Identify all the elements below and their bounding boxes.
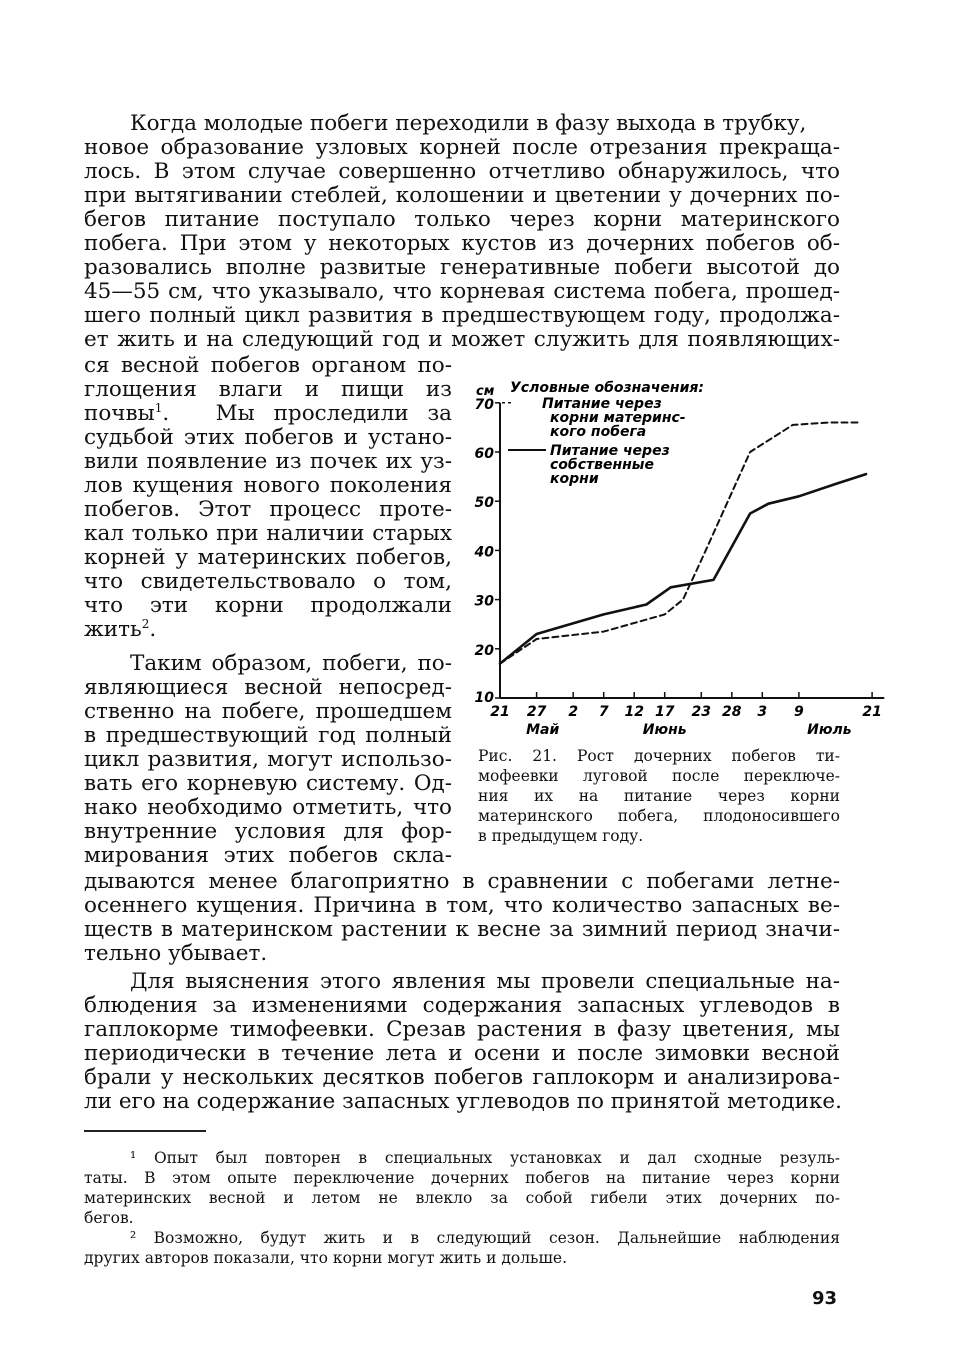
text-line: лов кущения нового поколения xyxy=(84,473,452,498)
page-number: 93 xyxy=(812,1288,838,1309)
footnote-line: других авторов показали, что корни могут жить и дольше. xyxy=(84,1249,568,1267)
month-label: Июль xyxy=(807,722,852,738)
caption-line: мофеевки луговой после переключе- xyxy=(478,767,840,785)
text-line xyxy=(84,402,452,426)
chart-legend xyxy=(502,380,704,487)
y-tick-label: 70 xyxy=(474,396,494,413)
legend-label: кого побега xyxy=(550,423,647,440)
x-tick-label: 17 xyxy=(654,704,675,720)
y-tick-label: 20 xyxy=(474,642,494,659)
word: . xyxy=(162,401,170,426)
text-line: в предшествующий год полный xyxy=(84,723,452,748)
text-line: тельно убывает. xyxy=(84,941,268,966)
text-line: осеннего кущения. Причина в том, что количество запасных ве- xyxy=(84,893,840,918)
legend-label: собственные xyxy=(550,457,654,473)
footnote-line: бегов. xyxy=(84,1209,134,1227)
text-line: периодически в течение лета и осени и после зимовки весной xyxy=(84,1041,840,1066)
x-tick-label: 12 xyxy=(624,704,644,720)
text-line: Когда молодые побеги переходили в фазу выхода в трубку, xyxy=(130,111,807,136)
text-line: Для выяснения этого явления мы провели специальные на- xyxy=(130,969,840,994)
legend-label: корни материнс- xyxy=(550,409,686,426)
text-line: ществ в материнском растении к весне за зимний период значи- xyxy=(84,917,840,942)
legend-title: Условные обозначения: xyxy=(510,380,704,396)
footnote-mark: 1 xyxy=(154,401,163,415)
text-line: ет жить и на следующий год и может служить для появляющих- xyxy=(84,327,840,352)
y-axis-unit: см xyxy=(476,383,495,399)
text-line xyxy=(84,618,452,642)
chart-axes xyxy=(474,384,885,738)
text-line: бегов питание поступало только через корни материнского xyxy=(84,207,840,232)
text-line: корней у материнских побегов, xyxy=(84,545,452,570)
caption-line: Рис. 21. Рост дочерних побегов ти- xyxy=(478,747,840,765)
x-tick-label: 9 xyxy=(794,704,804,720)
footnote-mark: 2 xyxy=(141,617,150,631)
text-line: гаплокорме тимофеевки. Срезав растения в фазу цветения, мы xyxy=(84,1017,840,1042)
legend-label: Питание через xyxy=(550,443,670,459)
caption-line: материнского побега, плодоносившего xyxy=(478,807,840,825)
word: почвы xyxy=(84,401,155,426)
text-line: являющиеся весной непосред- xyxy=(84,675,452,700)
text-line: побегов. Этот процесс проте- xyxy=(84,497,452,522)
text-line: цикл развития, могут использо- xyxy=(84,747,452,772)
text-line: кал только при наличии старых xyxy=(84,521,452,546)
x-tick-label: 21 xyxy=(862,704,882,720)
text-line: при вытягивании стеблей, колошении и цветении у дочерних по- xyxy=(84,183,840,208)
footnote-1 xyxy=(84,1148,840,1228)
y-tick-label: 30 xyxy=(474,593,494,610)
x-tick-label: 2 xyxy=(568,704,579,720)
text-line: судьбой этих побегов и устано- xyxy=(84,425,452,450)
text-line: шего полный цикл развития в предшествующем году, продолжа- xyxy=(84,303,840,328)
text-line: новое образование узловых корней после отрезания прекраща- xyxy=(84,135,840,160)
text-line: ли его на содержание запасных углеводов по принятой методике. xyxy=(84,1089,842,1114)
word: жить xyxy=(84,617,142,642)
text-fragment xyxy=(84,402,169,426)
text-line: что эти корни продолжали xyxy=(84,593,452,618)
text-fragment: Мы проследили за xyxy=(215,401,452,426)
footnote-line: ¹ Опыт был повторен в специальных установках и дал сходные резуль- xyxy=(130,1149,840,1167)
caption-line: ния их на питание через корни xyxy=(478,787,840,805)
text-line: брали у нескольких десятков побегов гаплокорм и анализирова- xyxy=(84,1065,840,1090)
x-tick-label: 7 xyxy=(598,704,609,720)
text-line: побега. При этом у некоторых кустов из дочерних побегов об- xyxy=(84,231,840,256)
footnote-line: ² Возможно, будут жить и в следующий сезон. Дальнейшие наблюдения xyxy=(130,1229,840,1247)
month-label: Июнь xyxy=(642,722,687,738)
x-tick-label: 3 xyxy=(757,704,768,720)
x-tick-label: 27 xyxy=(526,704,547,720)
text-line: внутренние условия для фор- xyxy=(84,819,452,844)
text-line: вать его корневую систему. Од- xyxy=(84,771,452,796)
caption-text xyxy=(478,746,840,846)
legend-label: Питание через xyxy=(542,395,662,412)
text-line: ся весной побегов органом по- xyxy=(84,353,452,378)
text-line: вили появление из почек их уз- xyxy=(84,449,452,474)
x-tick-label: 21 xyxy=(490,704,510,720)
legend-label: корни xyxy=(550,471,599,487)
y-tick-label: 60 xyxy=(474,446,494,462)
growth-chart xyxy=(460,372,882,744)
footnote-line: материнских весной и летом не влекло за собой гибели этих дочерних по- xyxy=(84,1189,840,1207)
footnote-rule xyxy=(84,1130,206,1132)
caption-line: в предыдущем году. xyxy=(478,827,644,845)
month-label: Май xyxy=(526,722,560,738)
text-line: Таким образом, побеги, по- xyxy=(130,651,452,676)
series-line-own-roots xyxy=(500,474,866,663)
word: . xyxy=(149,617,157,642)
x-tick-label: 23 xyxy=(691,704,712,720)
text-line: лось. В этом случае совершенно отчетливо обнаружилось, что xyxy=(84,159,840,184)
text-line: 45—55 см, что указывало, что корневая система побега, прошед- xyxy=(84,279,840,304)
footnote-2 xyxy=(84,1228,840,1268)
text-line: ственно на побеге, прошедшем xyxy=(84,699,452,724)
text-line: нако необходимо отметить, что xyxy=(84,795,452,820)
y-tick-label: 50 xyxy=(474,495,494,512)
y-tick-label: 10 xyxy=(474,690,494,706)
text-line: мирования этих побегов скла- xyxy=(84,843,452,868)
text-line: что свидетельствовало о том, xyxy=(84,569,452,594)
y-tick-label: 40 xyxy=(474,544,494,561)
footnote-line: таты. В этом опыте переключение дочерних побегов на питание через корни xyxy=(84,1169,840,1187)
text-line: дываются менее благоприятно в сравнении с побегами летне- xyxy=(84,869,840,894)
text-line: блюдения за изменениями содержания запасных углеводов в xyxy=(84,993,840,1018)
text-line: глощения влаги и пищи из xyxy=(84,377,452,402)
x-tick-label: 28 xyxy=(722,704,742,720)
text-line: разовались вполне развитые генеративные побеги высотой до xyxy=(84,255,840,280)
